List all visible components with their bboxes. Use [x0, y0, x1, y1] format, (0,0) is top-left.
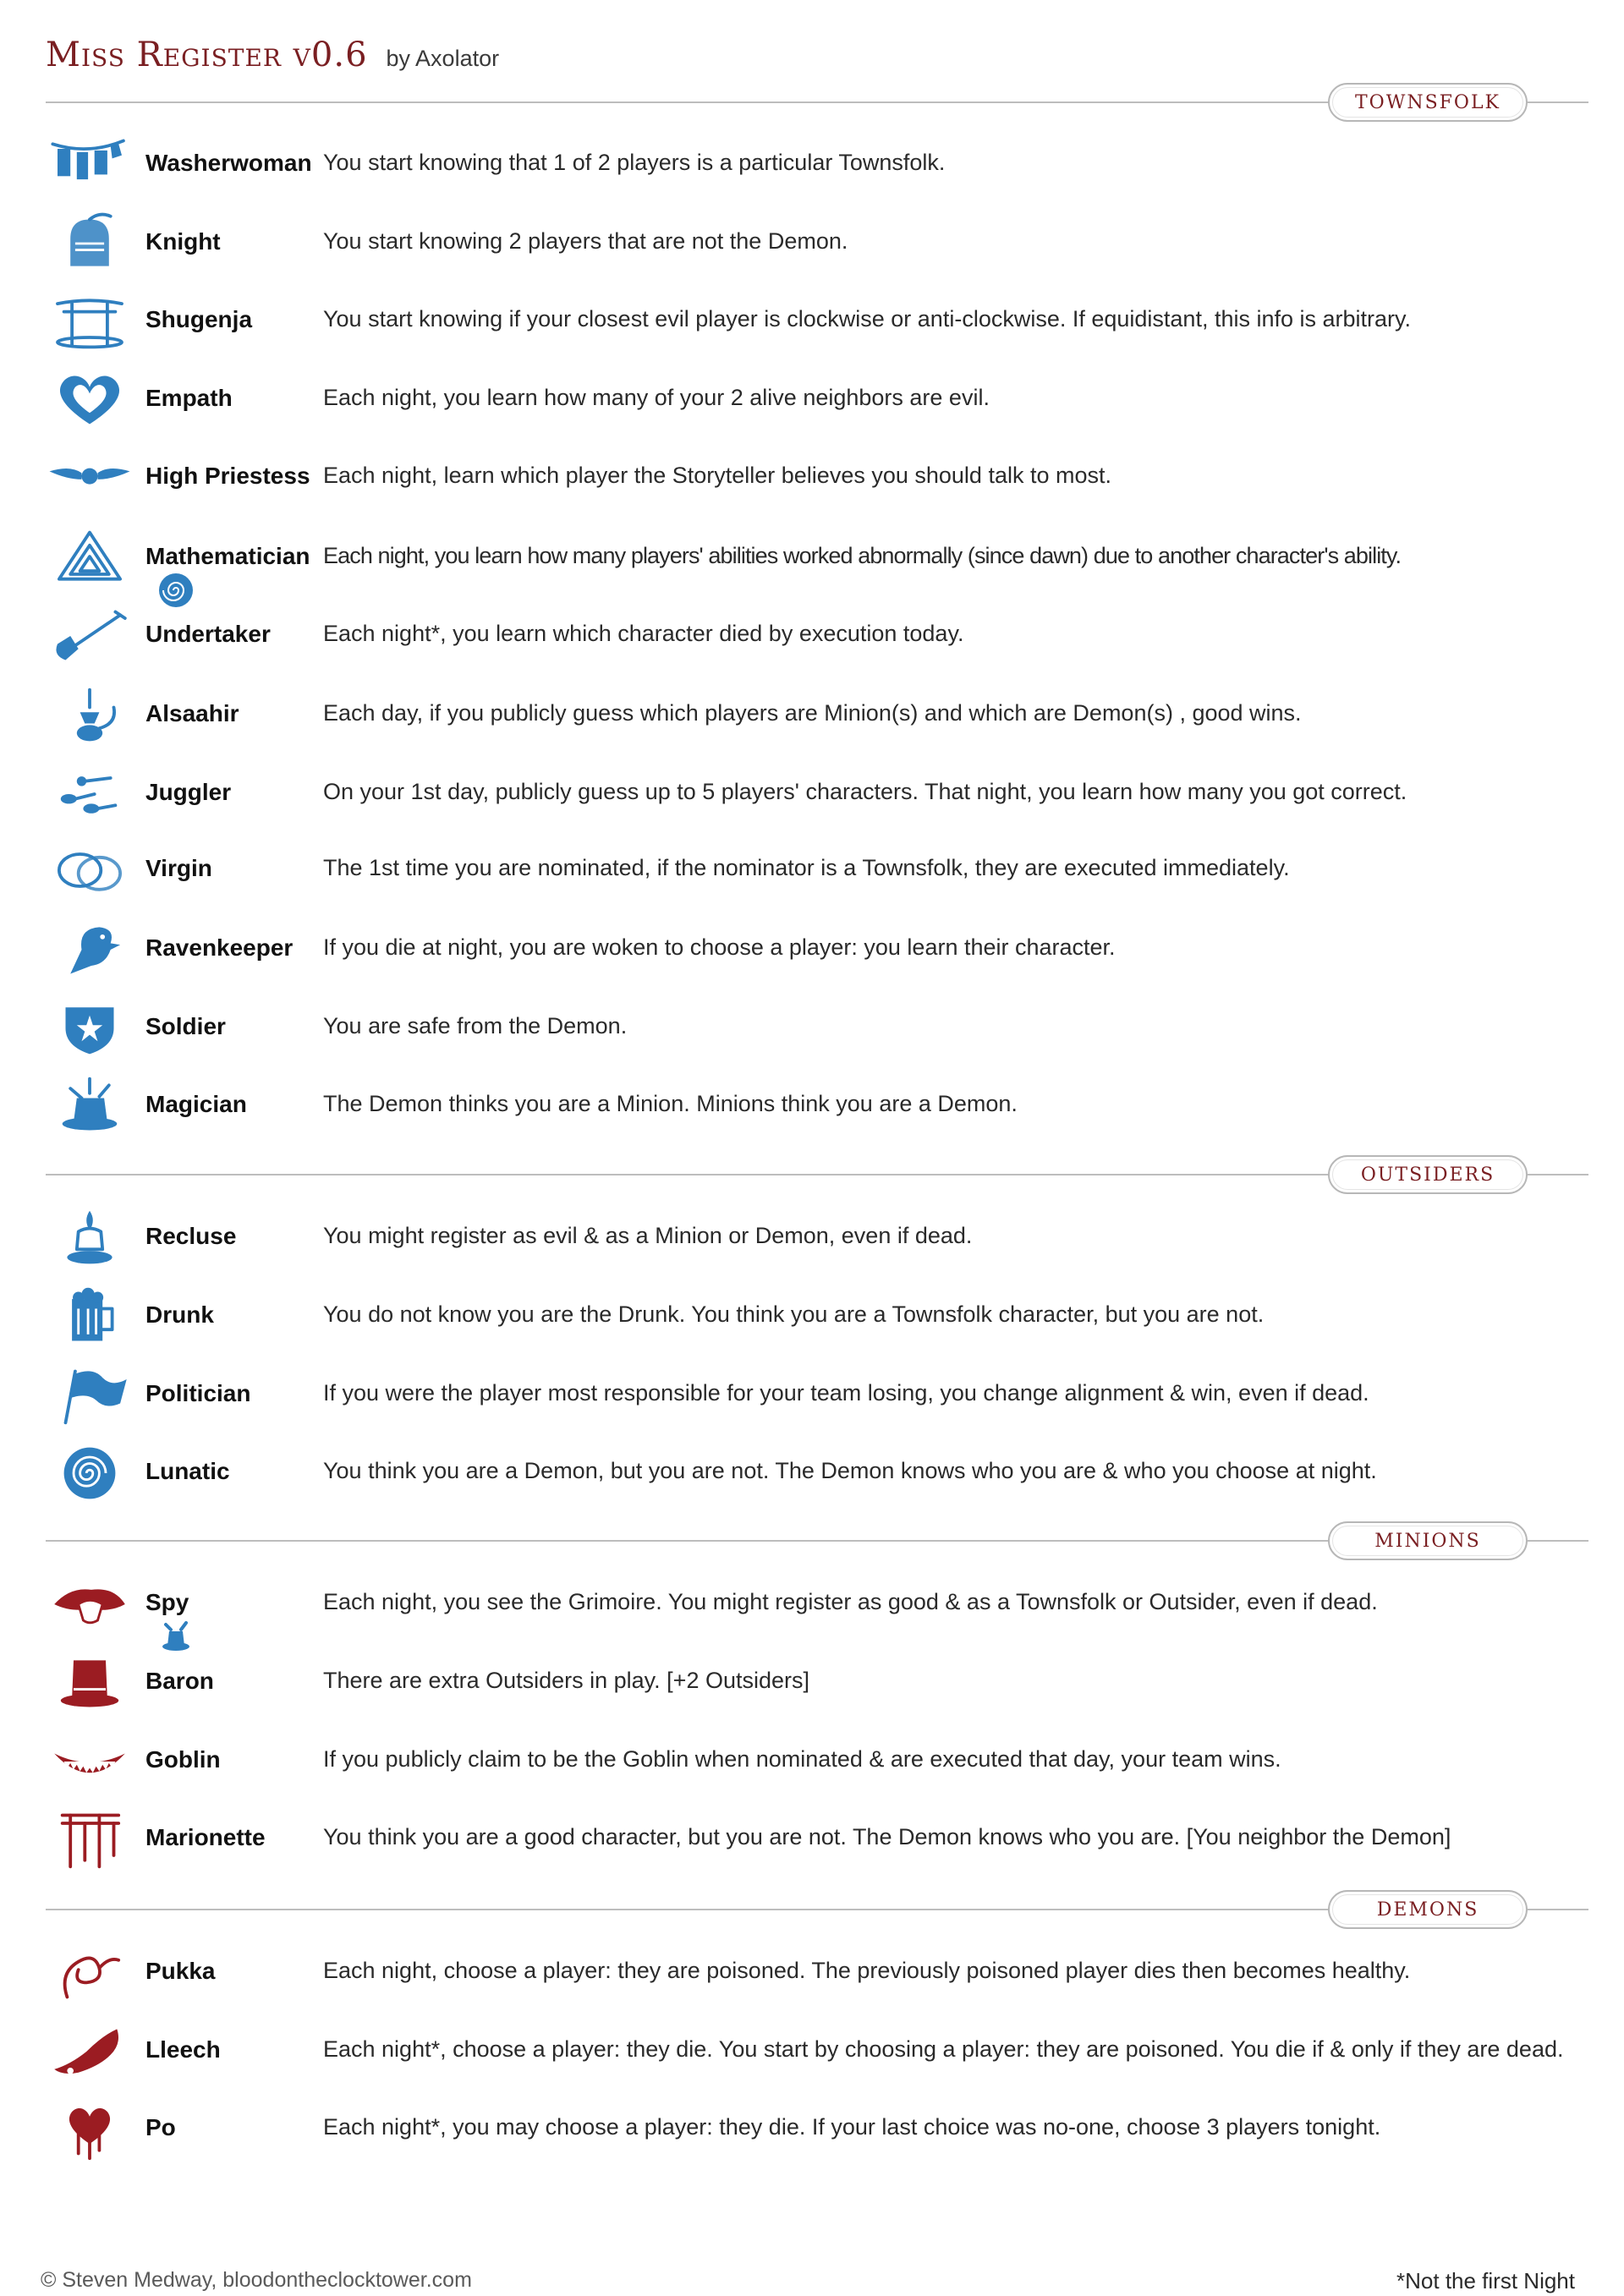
- character-ability: You start knowing that 1 of 2 players is a particular Townsfolk.: [323, 150, 946, 175]
- character-name: Marionette: [145, 1824, 266, 1850]
- laundry-line-icon: [46, 133, 134, 197]
- top-hat-icon: [46, 1651, 134, 1715]
- hookah-icon: [46, 683, 134, 748]
- character-row-drunk: [46, 1283, 1588, 1351]
- blood-heart-icon: [46, 2097, 134, 2162]
- character-name: Empath: [145, 385, 233, 411]
- character-name: Pukka: [145, 1958, 216, 1984]
- magic-hat-icon: [46, 1074, 134, 1138]
- beer-mug-icon: [46, 1285, 134, 1349]
- raven-icon: [46, 918, 134, 982]
- character-name: Lleech: [145, 2036, 221, 2063]
- character-ability: If you were the player most responsible for your team losing, you change alignment & win, even if dead.: [323, 1380, 1369, 1406]
- character-row-empath: [46, 366, 1588, 434]
- character-row-magician: [46, 1072, 1588, 1140]
- triangle-icon: [46, 526, 134, 590]
- leech-icon: [46, 2019, 134, 2084]
- knight-helmet-icon: [46, 211, 134, 276]
- flag-icon: [46, 1363, 134, 1427]
- character-name: Alsaahir: [145, 700, 239, 726]
- character-row-soldier: [46, 995, 1588, 1062]
- character-name: Knight: [145, 228, 221, 255]
- character-ability: Each night, you learn how many of your 2 alive neighbors are evil.: [323, 385, 990, 410]
- copyright: © Steven Medway, bloodontheclocktower.com: [41, 2268, 472, 2292]
- character-ability: You think you are a good character, but you are not. The Demon knows who you are. [You neighbor the Demon]: [323, 1824, 1451, 1849]
- serpent-icon: [46, 1941, 134, 2005]
- character-row-lunatic: [46, 1439, 1588, 1507]
- character-name: Soldier: [145, 1013, 226, 1039]
- character-ability: Each night*, choose a player: they die. You start by choosing a player: they are poisoned. You die if & only if they are dead.: [323, 2036, 1564, 2062]
- character-row-baron: [46, 1649, 1588, 1717]
- character-row-politician: [46, 1362, 1588, 1429]
- character-name: Virgin: [145, 855, 212, 881]
- character-ability: The 1st time you are nominated, if the nominator is a Townsfolk, they are executed immediately.: [323, 855, 1290, 880]
- character-row-virgin: [46, 836, 1588, 904]
- rings-icon: [46, 838, 134, 902]
- section-label-townsfolk: TOWNSFOLK: [1328, 83, 1528, 122]
- character-name: Magician: [145, 1091, 247, 1117]
- character-row-recluse: [46, 1204, 1588, 1272]
- character-name: Mathematician: [145, 543, 310, 569]
- character-row-undertaker: [46, 602, 1588, 670]
- character-row-washerwoman: [46, 131, 1588, 199]
- section-label-minions: MINIONS: [1328, 1521, 1528, 1560]
- character-ability: Each night, you see the Grimoire. You might register as good & as a Townsfolk or Outsider, even if dead.: [323, 1589, 1378, 1614]
- oil-lamp-icon: [46, 1206, 134, 1270]
- character-ability: Each night*, you may choose a player: they die. If your last choice was no-one, choose 3 players tonight.: [323, 2114, 1381, 2140]
- character-name: High Priestess: [145, 463, 310, 489]
- character-ability: Each night, you learn how many players' abilities worked abnormally (since dawn) due to another character's ability.: [323, 543, 1402, 568]
- character-name: Drunk: [145, 1301, 214, 1328]
- section-label-outsiders: OUTSIDERS: [1328, 1155, 1528, 1194]
- character-name: Baron: [145, 1668, 214, 1694]
- character-name: Washerwoman: [145, 150, 312, 176]
- character-name: Shugenja: [145, 306, 253, 332]
- character-ability: Each night*, you learn which character died by execution today.: [323, 621, 964, 646]
- character-ability: You start knowing if your closest evil player is clockwise or anti-clockwise. If equidistant, this info is arbitrary.: [323, 306, 1412, 332]
- character-row-high-priestess: [46, 444, 1588, 512]
- character-row-pukka: [46, 1939, 1588, 2007]
- character-ability: On your 1st day, publicly guess up to 5 players' characters. That night, you learn how many you got correct.: [323, 779, 1407, 804]
- footnote: *Not the first Night: [1396, 2268, 1575, 2293]
- character-name: Undertaker: [145, 621, 271, 647]
- character-name: Juggler: [145, 779, 232, 805]
- character-name: Politician: [145, 1380, 251, 1406]
- character-ability: There are extra Outsiders in play. [+2 Outsiders]: [323, 1668, 810, 1693]
- character-ability: You might register as evil & as a Minion or Demon, even if dead.: [323, 1223, 973, 1248]
- character-row-lleech: [46, 2018, 1588, 2085]
- character-row-juggler: [46, 760, 1588, 828]
- shield-icon: [46, 996, 134, 1060]
- puppet-strings-icon: [46, 1807, 134, 1871]
- character-row-spy: [46, 1570, 1588, 1638]
- juggling-pins-icon: [46, 762, 134, 826]
- character-ability: You do not know you are the Drunk. You think you are a Townsfolk character, but you are not.: [323, 1301, 1265, 1327]
- goblin-grin-icon: [46, 1729, 134, 1794]
- character-name: Spy: [145, 1589, 189, 1615]
- page-title: Miss Register v0.6: [46, 36, 368, 74]
- character-name: Po: [145, 2114, 176, 2140]
- heart-icon: [46, 368, 134, 432]
- character-name: Ravenkeeper: [145, 934, 294, 961]
- torii-gate-icon: [46, 289, 134, 353]
- character-ability: Each night, learn which player the Storyteller believes you should talk to most.: [323, 463, 1111, 488]
- header: [46, 36, 499, 74]
- author-byline: by Axolator: [386, 46, 500, 71]
- character-row-mathematician: [46, 524, 1588, 592]
- character-row-shugenja: [46, 288, 1588, 355]
- character-row-alsaahir: [46, 682, 1588, 749]
- character-ability: You think you are a Demon, but you are not. The Demon knows who you are & who you choose at night.: [323, 1458, 1377, 1483]
- character-row-ravenkeeper: [46, 916, 1588, 984]
- spy-hat-icon: [46, 1572, 134, 1636]
- character-ability: If you publicly claim to be the Goblin when nominated & are executed that day, your team wins.: [323, 1746, 1281, 1772]
- character-ability: You start knowing 2 players that are not the Demon.: [323, 228, 848, 254]
- character-row-knight: [46, 210, 1588, 277]
- character-name: Lunatic: [145, 1458, 230, 1484]
- character-row-po: [46, 2096, 1588, 2163]
- character-name: Goblin: [145, 1746, 221, 1773]
- character-ability: If you die at night, you are woken to choose a player: you learn their character.: [323, 934, 1116, 960]
- spiral-icon: [46, 1441, 134, 1505]
- winged-sun-icon: [46, 446, 134, 510]
- shovel-icon: [46, 604, 134, 668]
- section-label-demons: DEMONS: [1328, 1890, 1528, 1929]
- character-ability: Each day, if you publicly guess which players are Minion(s) and which are Demon(s) , good wins.: [323, 700, 1302, 726]
- character-name: Recluse: [145, 1223, 237, 1249]
- character-ability: You are safe from the Demon.: [323, 1013, 628, 1038]
- character-ability: Each night, choose a player: they are poisoned. The previously poisoned player dies then becomes healthy.: [323, 1958, 1411, 1983]
- character-row-goblin: [46, 1728, 1588, 1795]
- character-ability: The Demon thinks you are a Minion. Minions think you are a Demon.: [323, 1091, 1018, 1116]
- character-row-marionette: [46, 1806, 1588, 1873]
